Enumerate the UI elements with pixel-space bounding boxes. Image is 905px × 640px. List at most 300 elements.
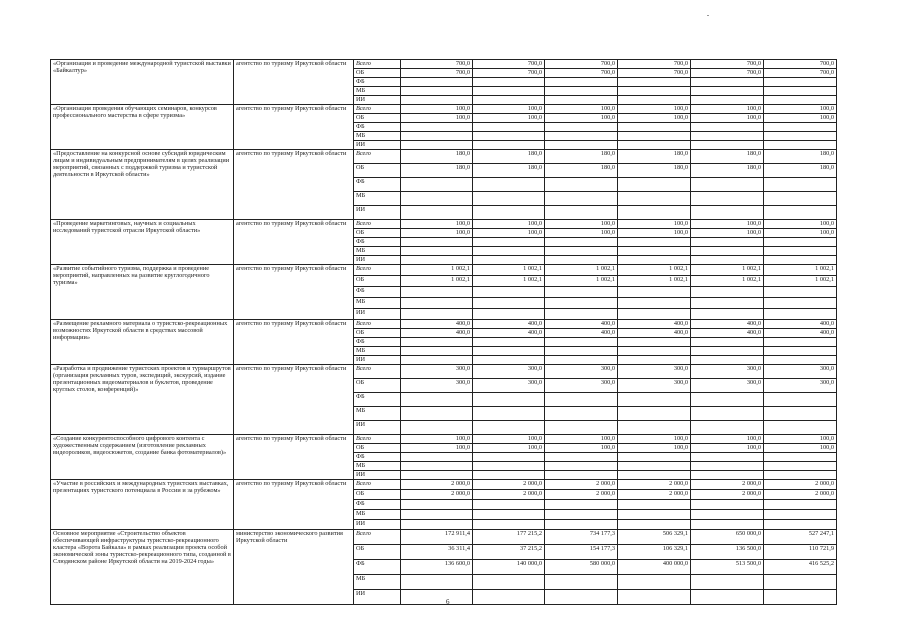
amount-cell [473, 356, 545, 365]
amount-cell: 100,0 [545, 435, 618, 444]
funding-source: ИИ [354, 141, 401, 150]
amount-cell [764, 356, 837, 365]
responsible-agency: агентство по туризму Иркутской области [234, 320, 354, 365]
amount-cell: 2 000,0 [691, 490, 764, 500]
funding-source: ОБ [354, 379, 401, 393]
amount-cell [691, 338, 764, 347]
amount-cell [473, 287, 545, 298]
amount-cell: 100,0 [401, 229, 473, 238]
amount-cell: 136 500,0 [691, 545, 764, 560]
amount-cell [473, 453, 545, 462]
amount-cell [691, 87, 764, 96]
amount-cell: 2 000,0 [545, 490, 618, 500]
amount-cell [473, 238, 545, 247]
funding-source: ИИ [354, 256, 401, 265]
amount-cell [691, 590, 764, 605]
funding-source: МБ [354, 192, 401, 206]
amount-cell: 100,0 [545, 114, 618, 123]
amount-cell: 2 000,0 [473, 490, 545, 500]
amount-cell: 400,0 [473, 329, 545, 338]
amount-cell [764, 407, 837, 421]
amount-cell [691, 471, 764, 480]
amount-cell [545, 575, 618, 590]
activity-name: «Разработка и продвижение туристских проектов и турмаршрутов (организация рекламных туров, экспедиций, экскурсий, издание презентационных видеоматериалов и буклетов, проведение круглых столов, конференций)» [51, 365, 234, 435]
amount-cell: 400,0 [545, 329, 618, 338]
amount-cell [618, 453, 691, 462]
activity-name: «Развитие событийного туризма, поддержка и проведение мероприятий, направленных на развитие круглогодичного туризма» [51, 265, 234, 320]
amount-cell: 300,0 [691, 379, 764, 393]
amount-cell [545, 338, 618, 347]
amount-cell [618, 347, 691, 356]
amount-cell [764, 132, 837, 141]
amount-cell: 400,0 [618, 320, 691, 329]
table-row [51, 60, 837, 69]
amount-cell: 100,0 [764, 220, 837, 229]
amount-cell [401, 298, 473, 309]
amount-cell [401, 393, 473, 407]
amount-cell [691, 206, 764, 220]
amount-cell [764, 141, 837, 150]
funding-source: Всего [354, 435, 401, 444]
amount-cell [691, 453, 764, 462]
amount-cell [618, 590, 691, 605]
amount-cell: 513 500,0 [691, 560, 764, 575]
amount-cell: 400,0 [618, 329, 691, 338]
amount-cell: 100,0 [545, 444, 618, 453]
amount-cell: 700,0 [764, 69, 837, 78]
amount-cell [764, 510, 837, 520]
funding-source: ИИ [354, 96, 401, 105]
amount-cell [618, 238, 691, 247]
amount-cell [545, 287, 618, 298]
amount-cell: 700,0 [618, 69, 691, 78]
amount-cell [618, 287, 691, 298]
amount-cell [618, 141, 691, 150]
responsible-agency: агентство по туризму Иркутской области [234, 365, 354, 435]
amount-cell [545, 510, 618, 520]
amount-cell: 700,0 [618, 60, 691, 69]
amount-cell [401, 500, 473, 510]
amount-cell [545, 96, 618, 105]
table-row [51, 105, 837, 114]
amount-cell [473, 471, 545, 480]
amount-cell [545, 407, 618, 421]
amount-cell [691, 520, 764, 530]
amount-cell: 100,0 [691, 220, 764, 229]
amount-cell: 100,0 [401, 435, 473, 444]
funding-source: Всего [354, 320, 401, 329]
funding-source: Всего [354, 60, 401, 69]
amount-cell: 180,0 [401, 164, 473, 178]
funding-source: Всего [354, 365, 401, 379]
amount-cell: 100,0 [618, 444, 691, 453]
amount-cell [401, 462, 473, 471]
amount-cell [401, 590, 473, 605]
amount-cell [691, 192, 764, 206]
activity-name: «Проведение маркетинговых, научных и социальных исследований туристской отрасли Иркутской области» [51, 220, 234, 265]
amount-cell [618, 575, 691, 590]
amount-cell: 100,0 [618, 114, 691, 123]
amount-cell: 506 329,1 [618, 530, 691, 545]
amount-cell: 1 002,1 [764, 265, 837, 276]
amount-cell [401, 256, 473, 265]
amount-cell [473, 590, 545, 605]
amount-cell: 100,0 [764, 229, 837, 238]
funding-source: ОБ [354, 444, 401, 453]
amount-cell [473, 421, 545, 435]
table-row [51, 320, 837, 329]
amount-cell [473, 247, 545, 256]
amount-cell [618, 309, 691, 320]
funding-source: ИИ [354, 520, 401, 530]
amount-cell: 400,0 [764, 329, 837, 338]
funding-source: ОБ [354, 69, 401, 78]
amount-cell [401, 309, 473, 320]
amount-cell [401, 96, 473, 105]
amount-cell: 700,0 [691, 69, 764, 78]
amount-cell: 700,0 [691, 60, 764, 69]
amount-cell: 400,0 [764, 320, 837, 329]
funding-source: Всего [354, 480, 401, 490]
table-row [51, 435, 837, 444]
funding-source: ИИ [354, 421, 401, 435]
amount-cell [764, 309, 837, 320]
activity-name: «Организация и проведение международной туристской выставки «Байкалтур» [51, 60, 234, 105]
amount-cell [401, 338, 473, 347]
amount-cell: 100,0 [764, 444, 837, 453]
table-row [51, 265, 837, 276]
amount-cell: 100,0 [473, 105, 545, 114]
amount-cell: 300,0 [473, 379, 545, 393]
amount-cell [764, 393, 837, 407]
amount-cell [401, 192, 473, 206]
amount-cell [545, 462, 618, 471]
amount-cell: 1 002,1 [691, 265, 764, 276]
amount-cell [473, 575, 545, 590]
amount-cell [618, 96, 691, 105]
amount-cell [401, 132, 473, 141]
amount-cell [691, 287, 764, 298]
amount-cell: 100,0 [473, 435, 545, 444]
funding-source: ФБ [354, 238, 401, 247]
responsible-agency: агентство по туризму Иркутской области [234, 480, 354, 530]
amount-cell: 1 002,1 [545, 276, 618, 287]
amount-cell [473, 256, 545, 265]
amount-cell [691, 141, 764, 150]
funding-source: МБ [354, 510, 401, 520]
amount-cell [545, 87, 618, 96]
funding-source: ФБ [354, 560, 401, 575]
amount-cell: 2 000,0 [473, 480, 545, 490]
amount-cell [473, 96, 545, 105]
amount-cell [691, 78, 764, 87]
amount-cell: 700,0 [401, 60, 473, 69]
amount-cell: 300,0 [691, 365, 764, 379]
amount-cell [618, 132, 691, 141]
funding-source: МБ [354, 575, 401, 590]
amount-cell [545, 178, 618, 192]
amount-cell: 527 247,1 [764, 530, 837, 545]
amount-cell [764, 500, 837, 510]
amount-cell: 416 525,2 [764, 560, 837, 575]
amount-cell [545, 141, 618, 150]
amount-cell [691, 356, 764, 365]
amount-cell: 2 000,0 [401, 490, 473, 500]
funding-source: ОБ [354, 164, 401, 178]
funding-source: ФБ [354, 500, 401, 510]
amount-cell [401, 356, 473, 365]
amount-cell: 180,0 [473, 150, 545, 164]
amount-cell [473, 123, 545, 132]
funding-source: ФБ [354, 453, 401, 462]
amount-cell [401, 178, 473, 192]
responsible-agency: министерство экономического развития Иркутской области [234, 530, 354, 605]
amount-cell: 700,0 [473, 69, 545, 78]
responsible-agency: агентство по туризму Иркутской области [234, 60, 354, 105]
amount-cell: 1 002,1 [618, 276, 691, 287]
amount-cell [618, 393, 691, 407]
amount-cell: 300,0 [401, 379, 473, 393]
amount-cell [401, 78, 473, 87]
funding-source: МБ [354, 347, 401, 356]
amount-cell [401, 206, 473, 220]
amount-cell: 177 215,2 [473, 530, 545, 545]
table-row [51, 480, 837, 490]
amount-cell [545, 347, 618, 356]
amount-cell [691, 247, 764, 256]
funding-source: Всего [354, 220, 401, 229]
amount-cell: 136 600,0 [401, 560, 473, 575]
amount-cell [691, 132, 764, 141]
amount-cell: 100,0 [764, 114, 837, 123]
amount-cell: 100,0 [618, 220, 691, 229]
amount-cell [764, 453, 837, 462]
amount-cell: 100,0 [473, 220, 545, 229]
amount-cell [764, 247, 837, 256]
amount-cell: 400,0 [691, 329, 764, 338]
amount-cell: 700,0 [545, 60, 618, 69]
funding-source: Всего [354, 105, 401, 114]
amount-cell: 100,0 [691, 444, 764, 453]
amount-cell: 700,0 [473, 60, 545, 69]
amount-cell [473, 500, 545, 510]
funding-source: ОБ [354, 229, 401, 238]
amount-cell: 400,0 [401, 329, 473, 338]
table-row [51, 220, 837, 229]
amount-cell: 110 721,9 [764, 545, 837, 560]
amount-cell: 100,0 [401, 114, 473, 123]
amount-cell [691, 238, 764, 247]
amount-cell [401, 287, 473, 298]
amount-cell: 180,0 [473, 164, 545, 178]
amount-cell [618, 178, 691, 192]
amount-cell: 100,0 [691, 229, 764, 238]
funding-source: ИИ [354, 309, 401, 320]
amount-cell: 700,0 [401, 69, 473, 78]
amount-cell: 300,0 [764, 379, 837, 393]
amount-cell [618, 78, 691, 87]
funding-source: ИИ [354, 471, 401, 480]
funding-source: ОБ [354, 114, 401, 123]
amount-cell [473, 298, 545, 309]
amount-cell [691, 575, 764, 590]
amount-cell [473, 338, 545, 347]
amount-cell [618, 247, 691, 256]
amount-cell [401, 87, 473, 96]
amount-cell [473, 87, 545, 96]
amount-cell [618, 298, 691, 309]
amount-cell [691, 462, 764, 471]
funding-source: МБ [354, 132, 401, 141]
amount-cell [764, 338, 837, 347]
amount-cell [691, 96, 764, 105]
amount-cell [401, 510, 473, 520]
funding-source: ИИ [354, 356, 401, 365]
amount-cell [401, 123, 473, 132]
amount-cell: 1 002,1 [401, 265, 473, 276]
amount-cell [618, 462, 691, 471]
amount-cell [691, 256, 764, 265]
table-row [51, 150, 837, 164]
amount-cell [545, 356, 618, 365]
amount-cell [764, 471, 837, 480]
amount-cell [473, 407, 545, 421]
amount-cell [764, 206, 837, 220]
amount-cell [545, 453, 618, 462]
amount-cell: 100,0 [473, 229, 545, 238]
funding-source: МБ [354, 247, 401, 256]
amount-cell: 172 911,4 [401, 530, 473, 545]
amount-cell: 2 000,0 [618, 480, 691, 490]
amount-cell: 400 000,0 [618, 560, 691, 575]
amount-cell [764, 192, 837, 206]
amount-cell [401, 407, 473, 421]
amount-cell [764, 462, 837, 471]
page-number: 6 [446, 598, 450, 606]
amount-cell: 100,0 [691, 114, 764, 123]
funding-source: ИИ [354, 206, 401, 220]
amount-cell [545, 247, 618, 256]
amount-cell: 100,0 [473, 444, 545, 453]
funding-source: Всего [354, 265, 401, 276]
table-row [51, 530, 837, 545]
amount-cell: 100,0 [618, 435, 691, 444]
amount-cell [764, 96, 837, 105]
funding-source: МБ [354, 298, 401, 309]
amount-cell [618, 87, 691, 96]
responsible-agency: агентство по туризму Иркутской области [234, 150, 354, 220]
amount-cell: 700,0 [764, 60, 837, 69]
amount-cell: 100,0 [545, 105, 618, 114]
amount-cell [401, 471, 473, 480]
amount-cell: 100,0 [618, 105, 691, 114]
amount-cell [618, 338, 691, 347]
amount-cell: 100,0 [401, 444, 473, 453]
amount-cell [764, 298, 837, 309]
amount-cell [691, 500, 764, 510]
amount-cell [618, 520, 691, 530]
amount-cell: 300,0 [401, 365, 473, 379]
amount-cell: 300,0 [473, 365, 545, 379]
responsible-agency: агентство по туризму Иркутской области [234, 435, 354, 480]
amount-cell: 140 000,0 [473, 560, 545, 575]
amount-cell: 400,0 [401, 320, 473, 329]
amount-cell [473, 192, 545, 206]
responsible-agency: агентство по туризму Иркутской области [234, 105, 354, 150]
amount-cell: 100,0 [691, 105, 764, 114]
funding-source: ОБ [354, 545, 401, 560]
amount-cell [691, 510, 764, 520]
amount-cell: 100,0 [545, 220, 618, 229]
amount-cell [401, 347, 473, 356]
funding-source: ФБ [354, 393, 401, 407]
amount-cell [618, 206, 691, 220]
amount-cell: 300,0 [618, 365, 691, 379]
amount-cell [473, 206, 545, 220]
funding-source: МБ [354, 407, 401, 421]
funding-source: Всего [354, 150, 401, 164]
amount-cell [401, 453, 473, 462]
amount-cell: 154 177,3 [545, 545, 618, 560]
amount-cell [473, 393, 545, 407]
activity-name: «Создание конкурентоспособного цифрового контента с художественным содержанием (изготовление рекламных видеороликов, видеосюжетов, создание банка фотоматериалов)» [51, 435, 234, 480]
amount-cell [764, 421, 837, 435]
amount-cell: 400,0 [473, 320, 545, 329]
amount-cell [545, 421, 618, 435]
amount-cell: 180,0 [691, 150, 764, 164]
amount-cell [691, 393, 764, 407]
funding-source: ОБ [354, 490, 401, 500]
funding-source: ФБ [354, 338, 401, 347]
amount-cell: 37 215,2 [473, 545, 545, 560]
amount-cell [618, 407, 691, 421]
amount-cell [764, 78, 837, 87]
amount-cell: 2 000,0 [764, 480, 837, 490]
amount-cell [473, 141, 545, 150]
amount-cell [545, 520, 618, 530]
amount-cell [618, 192, 691, 206]
amount-cell: 180,0 [764, 150, 837, 164]
activity-name: «Размещение рекламного материала о туристско-рекреационных возможностях Иркутской области в средствах массовой информации» [51, 320, 234, 365]
amount-cell: 300,0 [764, 365, 837, 379]
amount-cell: 400,0 [545, 320, 618, 329]
amount-cell [473, 309, 545, 320]
amount-cell: 650 000,0 [691, 530, 764, 545]
amount-cell [618, 421, 691, 435]
amount-cell [473, 178, 545, 192]
amount-cell [545, 256, 618, 265]
amount-cell: 1 002,1 [473, 276, 545, 287]
amount-cell [764, 256, 837, 265]
amount-cell [545, 238, 618, 247]
amount-cell [545, 206, 618, 220]
activity-name: «Предоставление на конкурсной основе субсидий юридическим лицам и индивидуальным предпринимателям в целях реализации мероприятий, связанных с поддержкой туризма и туристской деятельности в Иркутской области» [51, 150, 234, 220]
amount-cell [401, 421, 473, 435]
amount-cell [764, 575, 837, 590]
activity-name: «Организация проведения обучающих семинаров, конкурсов профессионального мастерства в сфере туризма» [51, 105, 234, 150]
amount-cell [401, 520, 473, 530]
amount-cell: 400,0 [691, 320, 764, 329]
amount-cell [764, 238, 837, 247]
amount-cell [691, 309, 764, 320]
amount-cell [764, 178, 837, 192]
amount-cell: 1 002,1 [545, 265, 618, 276]
amount-cell [764, 347, 837, 356]
amount-cell: 1 002,1 [691, 276, 764, 287]
amount-cell: 2 000,0 [691, 480, 764, 490]
amount-cell: 300,0 [545, 379, 618, 393]
amount-cell: 180,0 [401, 150, 473, 164]
